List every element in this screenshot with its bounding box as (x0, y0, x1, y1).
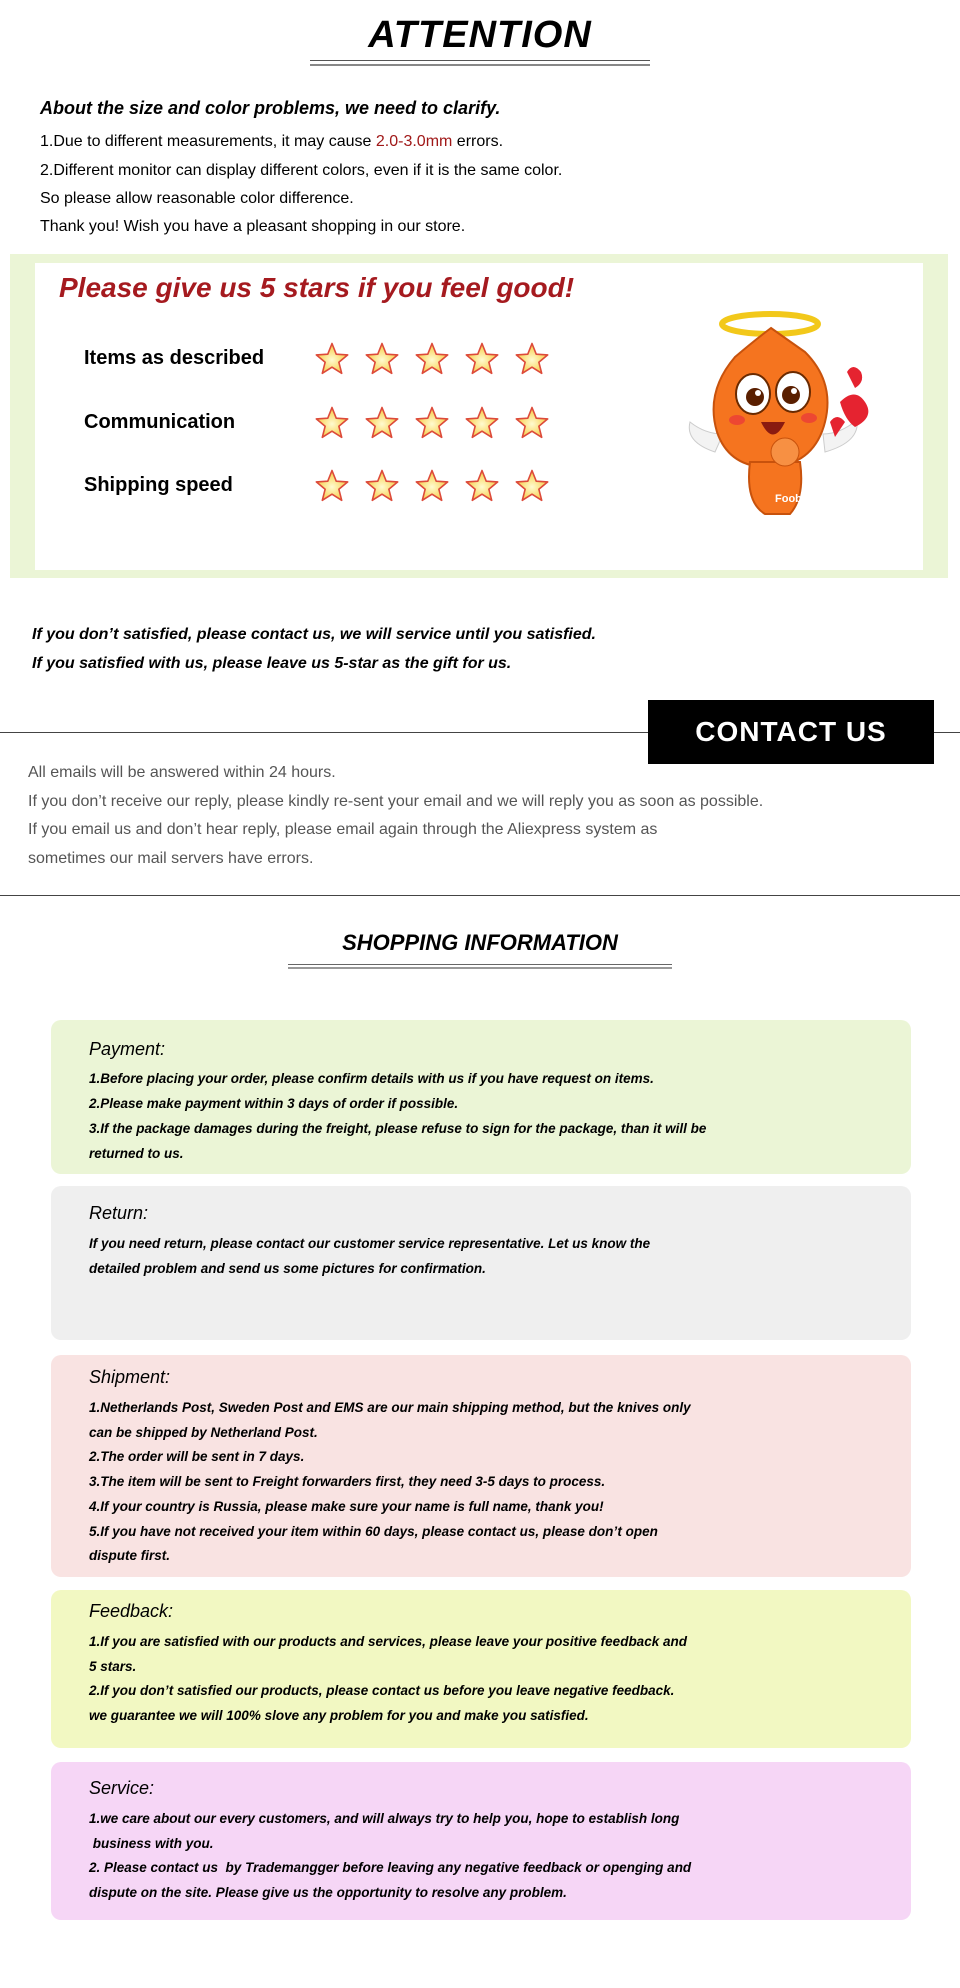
service-line-2: business with you. (89, 1836, 214, 1851)
satisfaction-line-1: If you don’t satisfied, please contact us, we will service until you satisfied. (32, 626, 596, 643)
star-icon[interactable] (464, 341, 500, 377)
service-line-1: 1.we care about our every customers, and will always try to help you, hope to establish long (89, 1811, 680, 1826)
star-row-items[interactable] (314, 341, 550, 377)
shipment-line-2: can be shipped by Netherland Post. (89, 1425, 318, 1440)
feedback-line-4: we guarantee we will 100% slove any problem for you and make you satisfied. (89, 1708, 589, 1723)
star-icon[interactable] (364, 341, 400, 377)
satisfaction-line-2: If you satisfied with us, please leave us 5-star as the gift for us. (32, 655, 512, 672)
service-title: Service: (89, 1778, 155, 1798)
payment-line-3: 3.If the package damages during the freight, please refuse to sign for the package, than it will be (89, 1121, 707, 1136)
mascot-shirt-text: Fooba (775, 493, 808, 505)
star-icon[interactable] (414, 405, 450, 441)
star-icon[interactable] (364, 468, 400, 504)
attention-line-2: 2.Different monitor can display different colors, even if it is the same color. (40, 162, 563, 179)
shopping-underline-thick (288, 967, 672, 969)
error-range: 2.0-3.0mm (375, 133, 453, 150)
shipment-line-5: 4.If your country is Russia, please make sure your name is full name, thank you! (89, 1499, 604, 1514)
shipment-line-4: 3.The item will be sent to Freight forwarders first, they need 3-5 days to process. (89, 1474, 606, 1489)
star-icon[interactable] (514, 468, 550, 504)
attention-underline (310, 60, 650, 61)
feedback-card (51, 1590, 911, 1748)
return-line-1: If you need return, please contact our customer service representative. Let us know the (89, 1236, 651, 1251)
star-icon[interactable] (464, 405, 500, 441)
star-icon[interactable] (364, 405, 400, 441)
shopping-underline (288, 964, 672, 965)
rating-heading: Please give us 5 stars if you feel good! (59, 272, 575, 303)
star-icon[interactable] (314, 405, 350, 441)
attention-line-1 (40, 133, 503, 151)
return-title: Return: (89, 1203, 149, 1223)
payment-line-1: 1.Before placing your order, please confirm details with us if you have request on items. (89, 1071, 654, 1086)
contact-line-4: sometimes our mail servers have errors. (28, 850, 314, 867)
payment-line-2: 2.Please make payment within 3 days of order if possible. (89, 1096, 459, 1111)
clarify-heading: About the size and color problems, we need to clarify. (40, 98, 501, 118)
service-line-3: 2. Please contact us by Trademangger before leaving any negative feedback or openging and (89, 1860, 692, 1875)
angel-mascot-image (675, 302, 885, 532)
shopping-info-title: SHOPPING INFORMATION (342, 930, 618, 955)
shipment-line-6: 5.If you have not received your item within 60 days, please contact us, please don’t open (89, 1524, 658, 1539)
contact-us-banner: CONTACT US (648, 700, 934, 764)
star-icon[interactable] (464, 468, 500, 504)
shipment-line-3: 2.The order will be sent in 7 days. (89, 1449, 305, 1464)
attention-line-3: So please allow reasonable color difference. (40, 190, 354, 207)
feedback-line-1: 1.If you are satisfied with our products and services, please leave your positive feedback and (89, 1634, 687, 1649)
feedback-line-2: 5 stars. (89, 1659, 137, 1674)
attention-line-4: Thank you! Wish you have a pleasant shopping in our store. (40, 218, 466, 235)
feedback-line-3: 2.If you don’t satisfied our products, please contact us before you leave negative feedback. (89, 1683, 675, 1698)
payment-line-4: returned to us. (89, 1146, 184, 1161)
star-icon[interactable] (314, 468, 350, 504)
shipment-line-1: 1.Netherlands Post, Sweden Post and EMS are our main shipping method, but the knives only (89, 1400, 691, 1415)
attention-title: ATTENTION (368, 14, 592, 56)
contact-line-1: All emails will be answered within 24 hours. (28, 764, 336, 781)
shipment-card (51, 1355, 911, 1577)
attention-line-1-end: errors. (452, 133, 504, 150)
contact-bottom-divider (0, 895, 960, 896)
return-line-2: detailed problem and send us some pictures for confirmation. (89, 1261, 486, 1276)
star-icon[interactable] (414, 468, 450, 504)
shipment-title: Shipment: (89, 1367, 171, 1387)
star-icon[interactable] (514, 405, 550, 441)
rating-label-shipping: Shipping speed (84, 474, 233, 496)
contact-line-3: If you email us and don’t hear reply, please email again through the Aliexpress system as (28, 821, 658, 838)
payment-title: Payment: (89, 1039, 166, 1059)
attention-underline-thick (310, 64, 650, 66)
feedback-title: Feedback: (89, 1601, 174, 1621)
contact-line-2: If you don’t receive our reply, please kindly re-sent your email and we will reply you as soon as possible. (28, 793, 764, 810)
rating-label-items: Items as described (84, 347, 265, 369)
shipment-line-7: dispute first. (89, 1548, 171, 1563)
star-icon[interactable] (514, 341, 550, 377)
attention-line-1-text: 1.Due to different measurements, it may cause (40, 133, 376, 150)
rating-label-communication: Communication (84, 411, 236, 433)
star-row-communication[interactable] (314, 405, 550, 441)
star-icon[interactable] (414, 341, 450, 377)
star-icon[interactable] (314, 341, 350, 377)
service-line-4: dispute on the site. Please give us the opportunity to resolve any problem. (89, 1885, 567, 1900)
star-row-shipping[interactable] (314, 468, 550, 504)
